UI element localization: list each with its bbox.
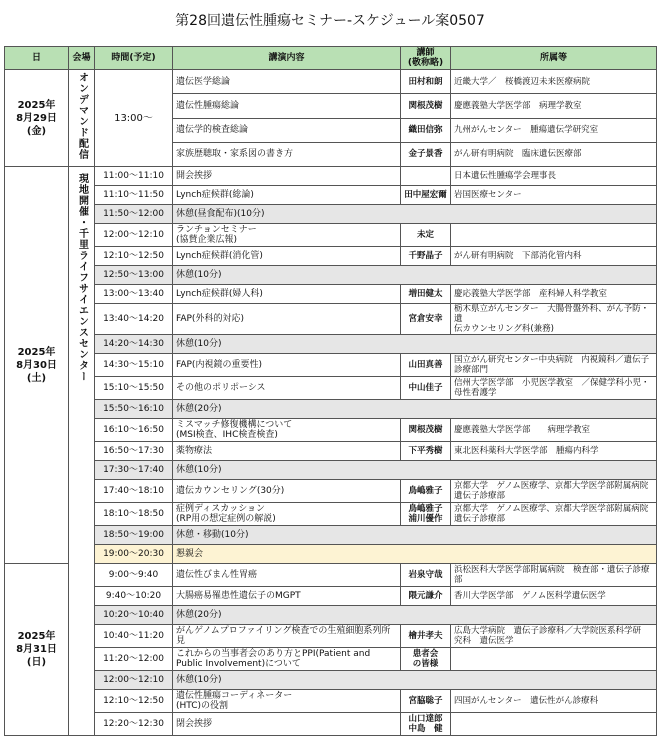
speaker-cell: 関根茂樹: [401, 94, 451, 118]
content-cell: FAP(内視鏡の重要性): [173, 354, 401, 377]
time-cell: 18:50〜19:00: [95, 526, 173, 545]
content-cell: 家族歴聴取・家系図の書き方: [173, 142, 401, 166]
affiliation-line1: 国立がん研究センター中央病院 内視鏡科／遺伝子: [454, 355, 650, 365]
affiliation-line2: 究科 遺伝医学: [454, 636, 514, 646]
speaker-cell: 金子景香: [401, 142, 451, 166]
speaker-cell: 未定: [401, 224, 451, 247]
break-cell: 休憩(10分): [173, 266, 657, 285]
affiliation-line1: 浜松医科大学医学部附属病院 検査部・遺伝子診療: [454, 565, 650, 575]
speaker-cell: 織田信弥: [401, 118, 451, 142]
table-row: [5, 625, 657, 648]
affiliation-cell: 東北医科薬科大学医学部 腫瘍内科学: [451, 442, 657, 461]
break-cell: 休憩(20分): [173, 606, 657, 625]
table-row: [5, 545, 657, 564]
affiliation-line2: 診療部門: [454, 365, 489, 375]
content-cell: [173, 503, 401, 526]
time-cell: 12:00〜12:10: [95, 224, 173, 247]
time-cell: 16:50〜17:30: [95, 442, 173, 461]
speaker-line1: 患者会: [412, 649, 439, 659]
venue-cell: [69, 167, 95, 736]
affiliation-cell: [451, 224, 657, 247]
content-cell: 開会挨拶: [173, 167, 401, 186]
content-cell: [173, 224, 401, 247]
content-line1: ランチョンセミナー: [176, 225, 257, 235]
speaker-cell: 宮脇聡子: [401, 690, 451, 713]
table-row: [5, 480, 657, 503]
table-row: [5, 564, 657, 587]
content-cell: 遺伝医学総論: [173, 70, 401, 94]
table-row: [5, 377, 657, 400]
content-line2: (HTC)の役割: [176, 701, 229, 711]
affiliation-cell: 慶應義塾大学医学部 病理学教室: [451, 94, 657, 118]
break-cell: 休憩(10分): [173, 335, 657, 354]
content-cell: [173, 648, 401, 671]
content-line1: 遺伝性腫瘍コーディネーター: [176, 691, 293, 701]
speaker-cell: 関根茂樹: [401, 419, 451, 442]
table-row: [5, 713, 657, 736]
speaker-cell: 増田健太: [401, 285, 451, 304]
time-cell: 10:20〜10:40: [95, 606, 173, 625]
break-cell: 休憩(10分): [173, 461, 657, 480]
day-date-line1: 2025年: [17, 631, 56, 642]
content-line1: 症例ディスカッション: [176, 504, 266, 514]
time-cell: 14:20〜14:30: [95, 335, 173, 354]
affiliation-line2: 部: [454, 575, 463, 585]
header-affiliation: 所属等: [451, 47, 657, 70]
content-cell: 薬物療法: [173, 442, 401, 461]
affiliation-line2: 遺伝子診療部: [454, 491, 506, 501]
speaker-line1: 山口達郎: [408, 714, 443, 724]
affiliation-cell: がん研有明病院 下部消化管内科: [451, 247, 657, 266]
content-cell: 大腸癌易罹患性遺伝子のMGPT: [173, 587, 401, 606]
time-cell: 12:20〜12:30: [95, 713, 173, 736]
venue-text: オンデマンド配信: [76, 72, 88, 160]
affiliation-line2: 母性看護学: [454, 388, 497, 398]
day-date-line2: 8月31日(日): [16, 644, 57, 668]
table-row: [5, 400, 657, 419]
speaker-cell: 隈元謙介: [401, 587, 451, 606]
time-cell: 11:10〜11:50: [95, 186, 173, 205]
time-cell: 15:50〜16:10: [95, 400, 173, 419]
content-line2: Public Involvement)について: [176, 659, 301, 669]
affiliation-cell: [451, 713, 657, 736]
affiliation-cell: 岩国医療センター: [451, 186, 657, 205]
speaker-line2: 浦川優作: [408, 514, 443, 524]
content-line1: ミスマッチ修復機構について: [176, 420, 293, 430]
speaker-cell: 田村和朗: [401, 70, 451, 94]
affiliation-cell: [451, 648, 657, 671]
content-cell: [173, 690, 401, 713]
day-cell: [5, 70, 69, 167]
venue-text: 現地開催・千里ライフサイエンスセンター: [76, 173, 88, 382]
header-time: 時間(予定): [95, 47, 173, 70]
time-cell: 11:50〜12:00: [95, 205, 173, 224]
speaker-line2: 中島 健: [408, 724, 443, 734]
break-cell: 休憩・移動(10分): [173, 526, 657, 545]
speaker-cell: 田中屋宏爾: [401, 186, 451, 205]
time-cell: 14:30〜15:10: [95, 354, 173, 377]
speaker-cell: [401, 167, 451, 186]
affiliation-line1: 信州大学医学部 小児医学教室 ／保健学科小児・: [454, 378, 650, 388]
affiliation-cell: 慶應義塾大学医学部 病理学教室: [451, 419, 657, 442]
header-speaker: 講師 (敬称略): [401, 47, 451, 70]
table-row: [5, 648, 657, 671]
table-row: [5, 461, 657, 480]
day-date-line2: 8月29日(金): [16, 112, 57, 137]
time-cell: 10:40〜11:20: [95, 625, 173, 648]
table-row: [5, 285, 657, 304]
table-row: [5, 247, 657, 266]
content-cell: [173, 419, 401, 442]
time-cell: 13:40〜14:20: [95, 304, 173, 335]
speaker-cell: [401, 503, 451, 526]
affiliation-cell: 香川大学医学部 ゲノム医科学遺伝医学: [451, 587, 657, 606]
time-cell: 12:50〜13:00: [95, 266, 173, 285]
table-row: [5, 304, 657, 335]
time-cell: 11:00〜11:10: [95, 167, 173, 186]
affiliation-line2: 伝カウンセリング科(兼務): [454, 324, 554, 334]
time-cell: 19:00〜20:30: [95, 545, 173, 564]
day-cell: [5, 564, 69, 736]
affiliation-cell: [451, 480, 657, 503]
time-cell: 11:20〜12:00: [95, 648, 173, 671]
affiliation-line1: 広島大学病院 遺伝子診療科／大学院医系科学研: [454, 626, 642, 636]
affiliation-line1: 京都大学 ゲノム医療学、京都大学医学部附属病院: [454, 481, 649, 491]
content-cell: 遺伝性腫瘍総論: [173, 94, 401, 118]
speaker-cell: 岩泉守哉: [401, 564, 451, 587]
party-cell: 懇親会: [173, 545, 657, 564]
table-row: [5, 70, 657, 94]
schedule-table: [4, 46, 657, 736]
affiliation-cell: 近畿大学／ 桜橋渡辺未来医療病院: [451, 70, 657, 94]
time-cell: 9:00〜9:40: [95, 564, 173, 587]
content-cell: 閉会挨拶: [173, 713, 401, 736]
time-cell: 17:40〜18:10: [95, 480, 173, 503]
time-cell: 12:10〜12:50: [95, 247, 173, 266]
time-cell: 12:10〜12:50: [95, 690, 173, 713]
affiliation-cell: [451, 625, 657, 648]
affiliation-cell: 慶応義塾大学医学部 産科婦人科学教室: [451, 285, 657, 304]
affiliation-cell: 四国がんセンター 遺伝性がん診療科: [451, 690, 657, 713]
time-cell: 16:10〜16:50: [95, 419, 173, 442]
break-cell: 休憩(昼食配布)(10分): [173, 205, 657, 224]
content-cell: その他のポリポーシス: [173, 377, 401, 400]
time-cell: 12:00〜12:10: [95, 671, 173, 690]
affiliation-cell: [451, 503, 657, 526]
speaker-line2: の皆様: [412, 659, 439, 669]
day-date-line1: 2025年: [17, 346, 56, 358]
table-row: [5, 442, 657, 461]
venue-cell: [69, 70, 95, 167]
table-row: [5, 419, 657, 442]
table-row: [5, 266, 657, 285]
speaker-cell: 下平秀樹: [401, 442, 451, 461]
affiliation-line2: 遺伝子診療部: [454, 514, 506, 524]
table-row: [5, 224, 657, 247]
table-row: [5, 503, 657, 526]
speaker-cell: [401, 713, 451, 736]
day-date-line2: 8月30日(土): [16, 359, 57, 384]
content-line1: これからの当事者会のあり方とPPI(Patient and: [176, 649, 371, 659]
time-cell: 13:00〜13:40: [95, 285, 173, 304]
header-row: [5, 47, 657, 70]
table-row: [5, 335, 657, 354]
content-cell: 遺伝学的検査総論: [173, 118, 401, 142]
time-cell: 15:10〜15:50: [95, 377, 173, 400]
affiliation-cell: 九州がんセンター 腫瘍遺伝学研究室: [451, 118, 657, 142]
speaker-line1: 鳥嶋雅子: [408, 504, 443, 514]
table-row: [5, 205, 657, 224]
table-row: [5, 167, 657, 186]
header-day: 日: [5, 47, 69, 70]
content-cell: Lynch症候群(総論): [173, 186, 401, 205]
affiliation-cell: 日本遺伝性腫瘍学会理事長: [451, 167, 657, 186]
affiliation-cell: [451, 354, 657, 377]
time-cell: 9:40〜10:20: [95, 587, 173, 606]
content-line2: (協賛企業広報): [176, 235, 238, 245]
content-cell: FAP(外科的対応): [173, 304, 401, 335]
speaker-cell: 檜井孝夫: [401, 625, 451, 648]
table-row: [5, 526, 657, 545]
page-title: 第28回遺伝性腫瘍セミナー-スケジュール案0507: [175, 13, 485, 29]
affiliation-cell: [451, 564, 657, 587]
affiliation-cell: [451, 377, 657, 400]
break-cell: 休憩(20分): [173, 400, 657, 419]
table-row: [5, 606, 657, 625]
content-cell: 遺伝カウンセリング(30分): [173, 480, 401, 503]
table-row: [5, 671, 657, 690]
table-row: [5, 690, 657, 713]
affiliation-line1: 栃木県立がんセンター 大腸骨盤外科、がん予防・遺: [454, 304, 650, 324]
affiliation-cell: がん研有明病院 臨床遺伝医療部: [451, 142, 657, 166]
table-row: [5, 186, 657, 205]
affiliation-line1: 京都大学 ゲノム医療学、京都大学医学部附属病院: [454, 504, 649, 514]
affiliation-cell: [451, 304, 657, 335]
content-cell: Lynch症候群(婦人科): [173, 285, 401, 304]
content-line2: (RP用の想定症例の解説): [176, 514, 276, 524]
day-cell: [5, 167, 69, 564]
time-cell: 13:00〜: [95, 70, 173, 167]
break-cell: 休憩(10分): [173, 671, 657, 690]
speaker-cell: 千野晶子: [401, 247, 451, 266]
speaker-cell: 鳥嶋雅子: [401, 480, 451, 503]
content-cell: 遺伝性びまん性胃癌: [173, 564, 401, 587]
time-cell: 18:10〜18:50: [95, 503, 173, 526]
header-content: 講演内容: [173, 47, 401, 70]
speaker-cell: 中山佳子: [401, 377, 451, 400]
header-venue: 会場: [69, 47, 95, 70]
speaker-cell: 宮倉安幸: [401, 304, 451, 335]
content-cell: がんゲノムプロファイリング検査での生殖細胞系列所見: [173, 625, 401, 648]
time-cell: 17:30〜17:40: [95, 461, 173, 480]
content-line2: (MSI検査、IHC検査検査): [176, 430, 278, 440]
speaker-cell: [401, 648, 451, 671]
day-date-line1: 2025年: [17, 99, 56, 111]
content-cell: Lynch症候群(消化管): [173, 247, 401, 266]
table-row: [5, 587, 657, 606]
speaker-cell: 山田真善: [401, 354, 451, 377]
table-row: [5, 354, 657, 377]
